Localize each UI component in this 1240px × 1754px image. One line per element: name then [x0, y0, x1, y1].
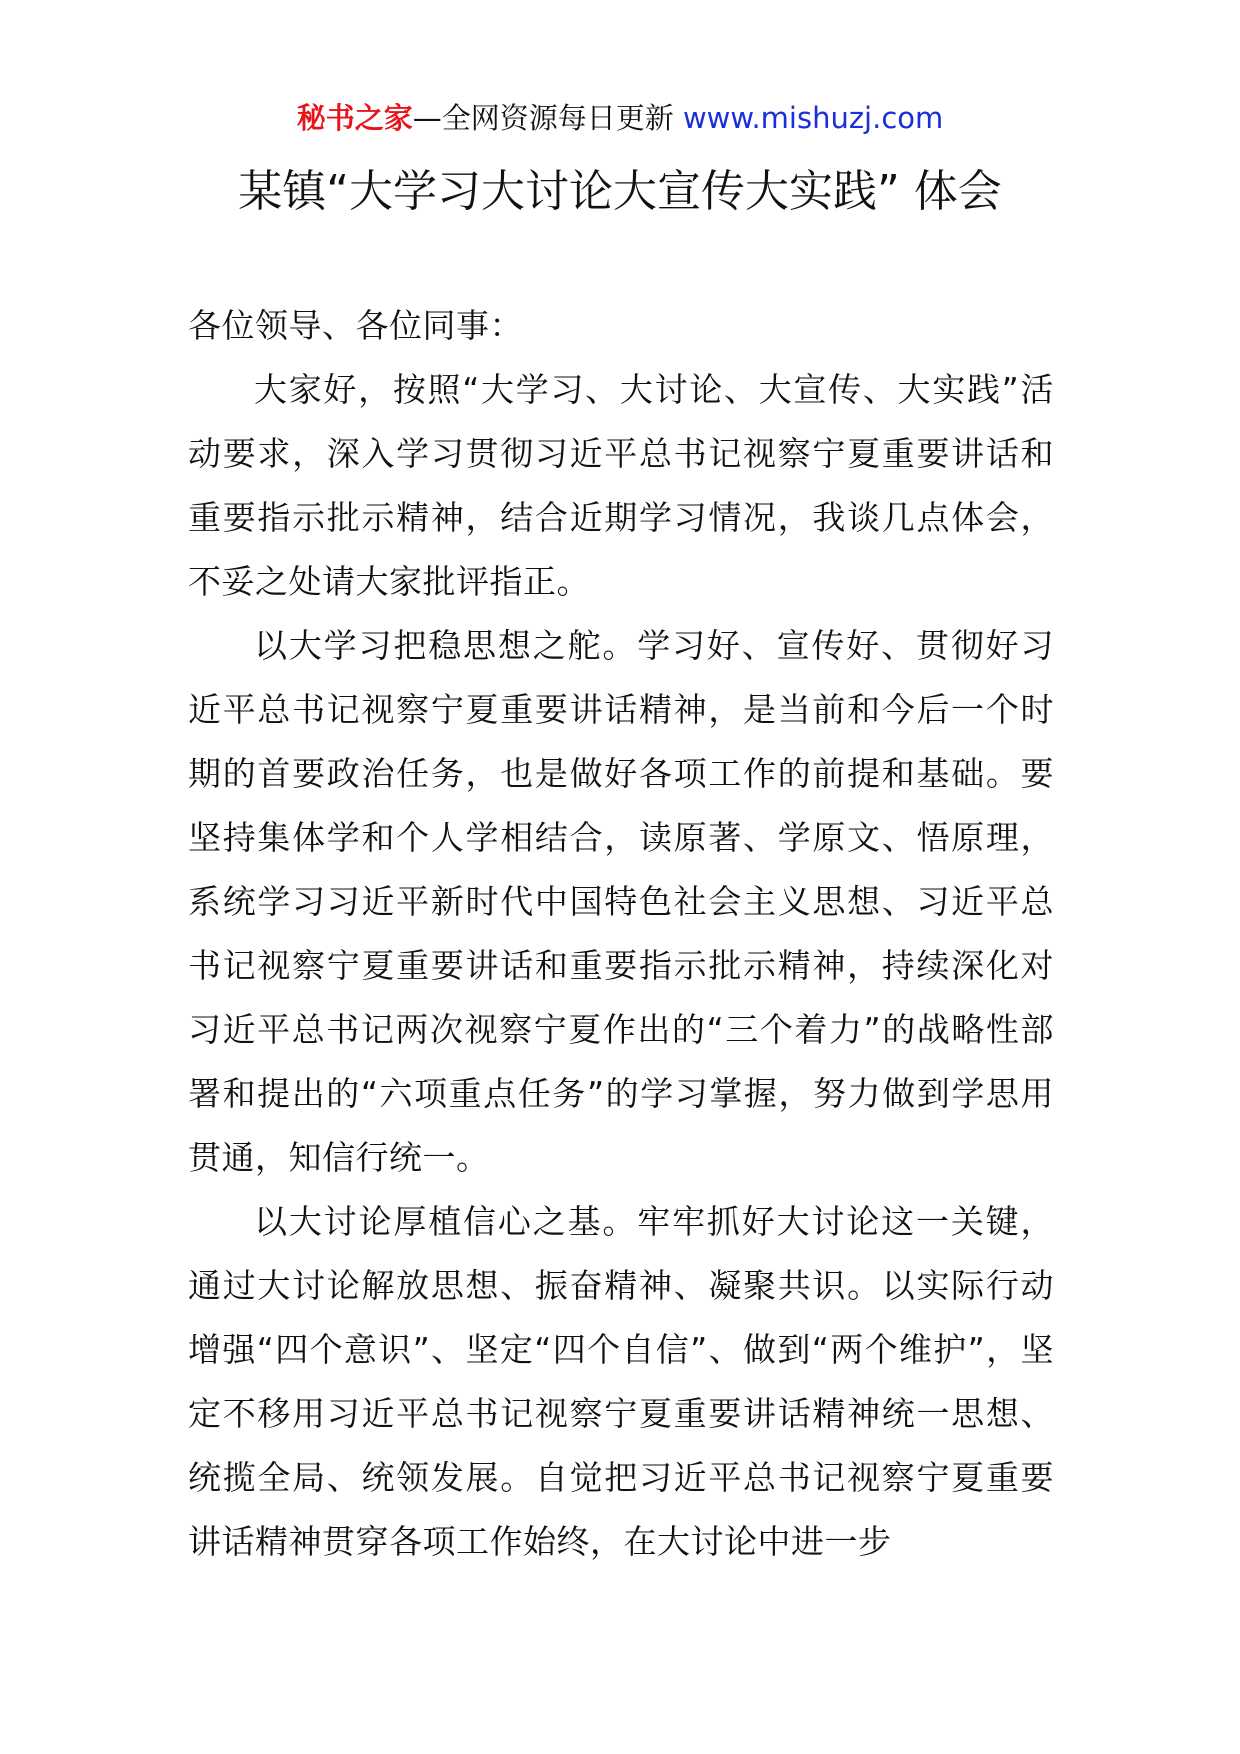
- document-title: 某镇“大学习大讨论大宣传大实践” 体会: [238, 166, 1002, 217]
- site-tagline: —全网资源每日更新: [412, 101, 674, 135]
- paragraph-discussion: 以大讨论厚植信心之基。牢牢抓好大讨论这一关键，通过大讨论解放思想、振奋精神、凝聚共识。以实际行动增强“四个意识”、坚定“四个自信”、做到“两个维护”，坚定不移用习近平总书记视察宁夏重要讲话精神统一思想、统揽全局、统领发展。自觉把习近平总书记视察宁夏重要讲话精神贯穿各项工作始终，在大讨论中进一步: [188, 1202, 1054, 1561]
- salutation: 各位领导、各位同事：: [188, 306, 523, 345]
- paragraph-intro: 大家好，按照“大学习、大讨论、大宣传、大实践”活动要求，深入学习贯彻习近平总书记视察宁夏重要讲话和重要指示批示精神，结合近期学习情况，我谈几点体会，不妥之处请大家批评指正。: [188, 370, 1054, 601]
- paragraph-study: 以大学习把稳思想之舵。学习好、宣传好、贯彻好习近平总书记视察宁夏重要讲话精神，是当前和今后一个时期的首要政治任务，也是做好各项工作的前提和基础。要坚持集体学和个人学相结合，读原著、学原文、悟原理，系统学习习近平新时代中国特色社会主义思想、习近平总书记视察宁夏重要讲话和重要指示批示精神，持续深化对习近平总书记两次视察宁夏作出的“三个着力”的战略性部署和提出的“六项重点任务”的学习掌握，努力做到学思用贯通，知信行统一。: [188, 626, 1054, 1177]
- site-header: [0, 98, 1240, 138]
- site-url-link[interactable]: www.mishuzj.com: [682, 101, 944, 135]
- brand-name: 秘书之家: [296, 101, 413, 135]
- document-body: [188, 294, 1054, 1574]
